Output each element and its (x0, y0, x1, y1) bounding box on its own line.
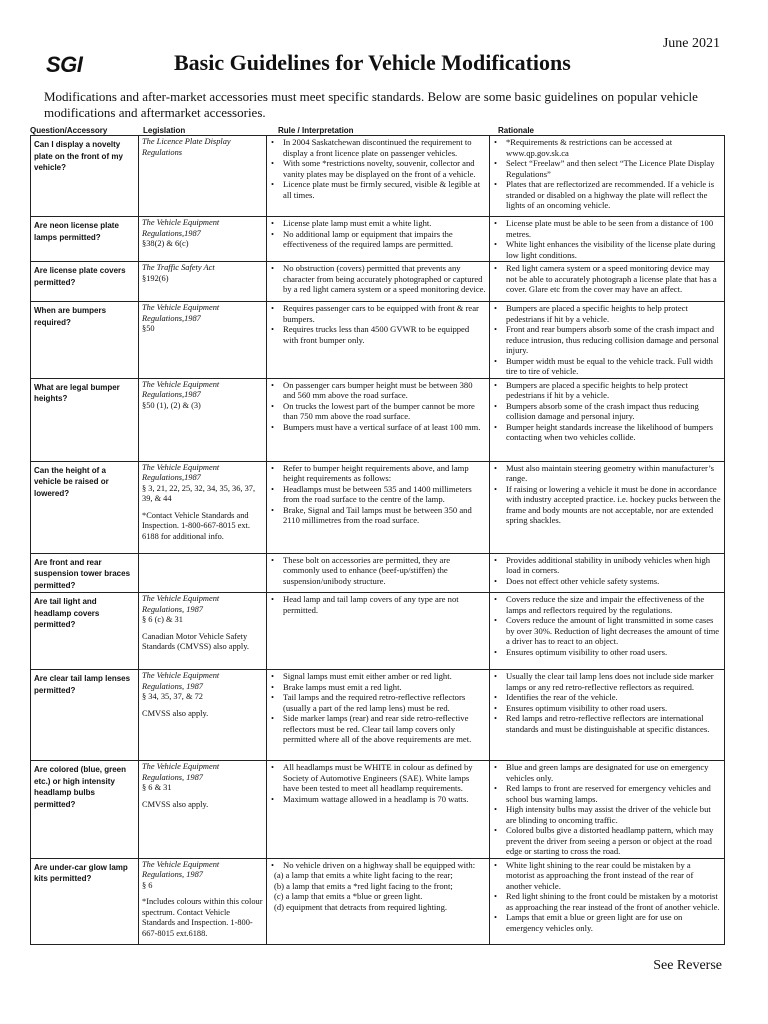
rule-cell (267, 761, 490, 859)
rationale-list (493, 303, 721, 377)
legislation-note: CMVSS also apply. (142, 708, 209, 718)
legislation-cell (139, 136, 267, 217)
rule-cell (267, 262, 490, 302)
legislation-note: CMVSS also apply. (142, 799, 209, 809)
legislation-cell (139, 670, 267, 761)
rule-cell (267, 553, 490, 593)
table-row (31, 858, 725, 944)
rule-cell (267, 858, 490, 944)
rule-item: • No additional lamp or equipment that impairs the effectiveness of the required lamps are permitted. (279, 229, 486, 250)
rationale-item: • Usually the clear tail lamp lens does not include side marker lamps or any red retro-reflective reflectors as required. (502, 671, 721, 692)
legislation-section: §38(2) & 6(c) (142, 239, 189, 248)
rationale-item: • Lamps that emit a blue or green light are for use on emergency vehicles only. (502, 912, 721, 933)
rationale-item: • Plates that are reflectorized are recommended. If a vehicle is stranded or disabled on a highway the plate will reflect the lights of an oncoming vehicle. (502, 179, 721, 211)
rationale-cell (490, 553, 725, 593)
rule-subitem: (a) a lamp that emits a white light facing to the rear; (274, 870, 453, 880)
rule-item: • In 2004 Saskatchewan discontinued the requirement to display a front licence plate on passenger vehicles. (279, 137, 486, 158)
rule-list (270, 137, 486, 200)
rationale-item: • Front and rear bumpers absorb some of the crash impact and reduce intrusion, thus reducing collision damage and personal injury. (502, 324, 721, 356)
rule-list (270, 671, 486, 745)
rule-item: • On trucks the lowest part of the bumper cannot be more than 750 mm above the road surface. (279, 401, 486, 422)
legislation-name: The Vehicle Equipment Regulations,1987 (142, 462, 220, 482)
rationale-list (493, 137, 721, 211)
legislation-name: The Vehicle Equipment Regulations,1987 (142, 379, 220, 399)
rule-cell (267, 217, 490, 262)
legislation-name: The Vehicle Equipment Regulations, 1987 (142, 671, 220, 691)
column-header-rule: Rule / Interpretation (278, 126, 354, 135)
rationale-cell (490, 136, 725, 217)
table-row (31, 217, 725, 262)
rationale-item: • Must also maintain steering geometry within manufacturer’s range. (502, 463, 721, 484)
rationale-item: • Covers reduce the amount of light transmitted in some cases by over 30%. Reduction of light decreases the amount of time a driver has to react to an object. (502, 615, 721, 647)
rationale-item: • Does not effect other vehicle safety systems. (502, 576, 721, 587)
legislation-section: § 6 (142, 880, 153, 890)
rule-item: • Headlamps must be between 535 and 1400 millimeters from the road surface to the centre of the lamp. (279, 484, 486, 505)
rationale-list (493, 671, 721, 734)
question-cell: Are front and rear suspension tower braces permitted? (31, 553, 139, 593)
rationale-item: • Bumper width must be equal to the vehicle track. Full width tire to tire of vehicle. (502, 356, 721, 377)
rule-item: • License plate lamp must emit a white light. (279, 218, 486, 229)
rationale-list (493, 380, 721, 443)
question-cell: Are tail light and headlamp covers permitted? (31, 593, 139, 670)
rationale-list (493, 860, 721, 934)
rationale-cell (490, 217, 725, 262)
column-header-legislation: Legislation (143, 126, 186, 135)
rule-list (270, 218, 486, 250)
rationale-item: • Blue and green lamps are designated for use on emergency vehicles only. (502, 762, 721, 783)
rule-item: • Licence plate must be firmly secured, visible & legible at all times. (279, 179, 486, 200)
sgi-logo: SGI (46, 52, 83, 77)
legislation-note: *Includes colours within this colour spectrum. Contact Vehicle Standards and Inspection. 1-800-667-8015 ext.6188. (142, 897, 263, 938)
rationale-item: • Bumpers are placed a specific heights to help protect pedestrians if hit by a vehicle. (502, 380, 721, 401)
rule-list (270, 303, 486, 345)
legislation-name: The Vehicle Equipment Regulations,1987 (142, 218, 220, 238)
intro-paragraph: Modifications and after-market accessories must meet specific standards. Below are some basic guidelines on popular vehicle modifications and aftermarket accessories. (44, 89, 698, 120)
rationale-cell (490, 858, 725, 944)
rationale-list (493, 762, 721, 857)
table-row (31, 136, 725, 217)
column-header-rationale: Rationale (498, 126, 535, 135)
legislation-section: § 6 & 31 (142, 783, 172, 792)
rule-subitem: (c) a lamp that emits a *blue or green light. (274, 891, 423, 901)
legislation-cell (139, 553, 267, 593)
rule-subitem: (d) equipment that detracts from required lighting. (274, 901, 448, 912)
rationale-item: • Red light camera system or a speed monitoring device may not be able to accurately photograph a license plate that has a cover. Glare etc from the cover may have an affect. (502, 263, 721, 295)
legislation-section: §192(6) (142, 273, 169, 283)
legislation-cell (139, 217, 267, 262)
legislation-cell (139, 761, 267, 859)
rationale-cell (490, 461, 725, 553)
table-row (31, 553, 725, 593)
rule-item: • Side marker lamps (rear) and rear side retro-reflective reflectors must be red. Clear tail lamp covers only permitted where all of the above requirements are met. (279, 713, 486, 745)
rationale-item: • Identifies the rear of the vehicle. (502, 692, 721, 703)
rationale-item: • License plate must be able to be seen from a distance of 100 metres. (502, 218, 721, 239)
rule-list (270, 860, 486, 871)
table-row (31, 302, 725, 379)
rationale-item: • Bumpers absorb some of the crash impact thus reducing collision damage and personal injury. (502, 401, 721, 422)
legislation-name: The Licence Plate Display Regulations (142, 137, 231, 157)
legislation-cell (139, 858, 267, 944)
legislation-cell (139, 302, 267, 379)
table-row (31, 670, 725, 761)
rationale-item: • Covers reduce the size and impair the effectiveness of the lamps and reflectors required by the regulations. (502, 594, 721, 615)
rationale-item: • If raising or lowering a vehicle it must be done in accordance with industry accepted practice. i.e. hockey pucks between the frame and body mounts are not acceptable, nor are extended spring shackles. (502, 484, 721, 526)
rule-item: • All headlamps must be WHITE in colour as defined by Society of Automotive Engineers (SAE). White lamps have been tested to meet all headlamp requirements. (279, 762, 486, 794)
rule-item: • Brake lamps must emit a red light. (279, 682, 486, 693)
legislation-section: §50 (142, 324, 155, 333)
rule-item: • Brake, Signal and Tail lamps must be between 350 and 2110 millimetres from the road surface. (279, 505, 486, 526)
question-cell: Are colored (blue, green etc.) or high intensity headlamp bulbs permitted? (31, 761, 139, 859)
rule-item: • On passenger cars bumper height must be between 380 and 560 mm above the road surface. (279, 380, 486, 401)
rationale-cell (490, 262, 725, 302)
rationale-list (493, 463, 721, 526)
rationale-item: • Bumpers are placed a specific heights to help protect pedestrians if hit by a vehicle. (502, 303, 721, 324)
rationale-list (493, 594, 721, 657)
rule-list (270, 380, 486, 433)
rule-cell (267, 378, 490, 461)
rationale-item: • High intensity bulbs may assist the driver of the vehicle but are blinding to oncoming traffic. (502, 804, 721, 825)
rule-item: • No obstruction (covers) permitted that prevents any character from being accurately photographed or captured by a red light camera system or a speed monitoring device. (279, 263, 486, 295)
question-cell: Are clear tail lamp lenses permitted? (31, 670, 139, 761)
rule-cell (267, 670, 490, 761)
rule-list (270, 263, 486, 295)
column-header-question: Question/Accessory (30, 126, 108, 135)
question-cell: Are neon license plate lamps permitted? (31, 217, 139, 262)
legislation-section: § 3, 21, 22, 25, 32, 34, 35, 36, 37, 39, & 44 (142, 483, 256, 503)
rule-cell (267, 302, 490, 379)
rationale-list (493, 263, 721, 295)
rationale-item: • White light shining to the rear could be mistaken by a motorist as approaching the front instead of the rear of another vehicle. (502, 860, 721, 892)
question-cell: Are license plate covers permitted? (31, 262, 139, 302)
rationale-item: • *Requirements & restrictions can be accessed at www.qp.gov.sk.ca (502, 137, 721, 158)
rationale-cell (490, 302, 725, 379)
rule-list (270, 594, 486, 615)
rule-item: • Maximum wattage allowed in a headlamp is 70 watts. (279, 794, 486, 805)
rule-item: • With some *restrictions novelty, souvenir, collector and vanity plates may be displayed on the front of a vehicle. (279, 158, 486, 179)
legislation-cell (139, 262, 267, 302)
rule-subitem: (b) a lamp that emits a *red light facing to the front; (274, 880, 453, 891)
rationale-item: • Provides additional stability in unibody vehicles when high load in corners. (502, 555, 721, 576)
legislation-note: Canadian Motor Vehicle Safety Standards (CMVSS) also apply. (142, 631, 249, 651)
legislation-name: The Vehicle Equipment Regulations,1987 (142, 303, 220, 323)
rationale-cell (490, 670, 725, 761)
legislation-name: The Vehicle Equipment Regulations, 1987 (142, 594, 220, 614)
legislation-note: *Contact Vehicle Standards and Inspection. 1-800-667-8015 ext. 6188 for additional info. (142, 510, 250, 541)
rule-item: • No vehicle driven on a highway shall be equipped with: (279, 860, 486, 871)
legislation-section: §50 (1), (2) & (3) (142, 400, 201, 410)
legislation-section: § 34, 35, 37, & 72 (142, 692, 203, 701)
rule-item: • Signal lamps must emit either amber or red light. (279, 671, 486, 682)
legislation-name: The Vehicle Equipment Regulations, 1987 (142, 859, 220, 879)
table-row (31, 461, 725, 553)
table-row (31, 761, 725, 859)
rule-item: • Tail lamps and the required retro-reflective reflectors (usually a part of the red lamp lens) must be red. (279, 692, 486, 713)
rule-cell (267, 136, 490, 217)
rule-sublist (270, 870, 486, 912)
rule-item: • Requires trucks less than 4500 GVWR to be equipped with front bumper only. (279, 324, 486, 345)
rule-cell (267, 593, 490, 670)
rationale-cell (490, 378, 725, 461)
rationale-item: • Red lamps and retro-reflective reflectors are international standards and must be distinguishable at specific distances. (502, 713, 721, 734)
legislation-name: The Vehicle Equipment Regulations, 1987 (142, 762, 220, 782)
legislation-cell (139, 378, 267, 461)
rule-item: • Refer to bumper height requirements above, and lamp height requirements as follows: (279, 463, 486, 484)
rationale-cell (490, 593, 725, 670)
question-cell: Can the height of a vehicle be raised or lowered? (31, 461, 139, 553)
rationale-item: • Select “Freelaw” and then select “The Licence Plate Display Regulations” (502, 158, 721, 179)
legislation-section: § 6 (c) & 31 (142, 615, 183, 624)
rule-item: • Head lamp and tail lamp covers of any type are not permitted. (279, 594, 486, 615)
legislation-cell (139, 593, 267, 670)
question-cell: What are legal bumper heights? (31, 378, 139, 461)
table-row (31, 262, 725, 302)
rule-item: • Requires passenger cars to be equipped with front & rear bumpers. (279, 303, 486, 324)
table-row (31, 593, 725, 670)
legislation-name: The Traffic Safety Act (142, 263, 215, 272)
rationale-item: • White light enhances the visibility of the license plate during low light conditions. (502, 239, 721, 260)
table-row (31, 378, 725, 461)
rule-item: • These bolt on accessories are permitted, they are commonly used to enhance (beef-up/stiffen) the suspension/unibody structure. (279, 555, 486, 587)
rationale-list (493, 555, 721, 587)
rationale-item: • Colored bulbs give a distorted headlamp pattern, which may prevent the driver from seeing a person or object at the road edge or starting to cross the road. (502, 825, 721, 857)
rule-cell (267, 461, 490, 553)
rule-item: • Bumpers must have a vertical surface of at least 100 mm. (279, 422, 486, 433)
question-cell: Can I display a novelty plate on the front of my vehicle? (31, 136, 139, 217)
question-cell: Are under-car glow lamp kits permitted? (31, 858, 139, 944)
rationale-list (493, 218, 721, 260)
rule-list (270, 762, 486, 804)
rationale-item: • Ensures optimum visibility to other road users. (502, 703, 721, 714)
legislation-cell (139, 461, 267, 553)
page-title: Basic Guidelines for Vehicle Modifications (174, 50, 571, 75)
see-reverse-note: See Reverse (653, 958, 722, 973)
rule-list (270, 463, 486, 526)
rationale-cell (490, 761, 725, 859)
rationale-item: • Red lamps to front are reserved for emergency vehicles and school bus warning lamps. (502, 783, 721, 804)
rationale-item: • Red light shining to the front could be mistaken by a motorist as approaching the rear instead of the front of another vehicle. (502, 891, 721, 912)
guidelines-table (30, 135, 725, 945)
rationale-item: • Bumper height standards increase the likelihood of bumpers contacting when two vehicles collide. (502, 422, 721, 443)
rule-list (270, 555, 486, 587)
rationale-item: • Ensures optimum visibility to other road users. (502, 647, 721, 658)
question-cell: When are bumpers required? (31, 302, 139, 379)
document-date: June 2021 (662, 36, 720, 51)
